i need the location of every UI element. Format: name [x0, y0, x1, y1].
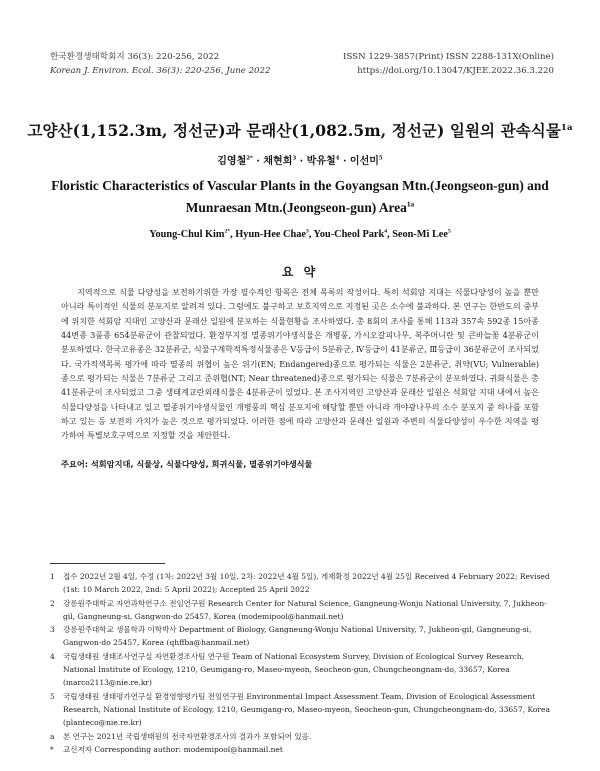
footnote [50, 690, 556, 730]
korean-title [0, 119, 600, 141]
korean-title-text: 고양산(1,152.3m, 정선군)과 문래산(1,082.5m, 정선군) 일원의 관속식물 [27, 121, 561, 140]
journal-citation [50, 50, 270, 78]
footnote-text: 접수 2022년 2월 4일, 수정 (1차: 2022년 3월 10일, 2차: 2022년 4월 5일), 게재확정 2022년 4월 25일 Received 4 February 2022; Revised (1st: 10 March 2022, 2nd: 5 April 2022); Accepted 25 April 2022 [63, 572, 550, 595]
footnote-text: 강릉원주대학교 생물학과 이학박사 Department of Biology, Gangneung-Wonju National University, 7, Jukheon-gil, Gangneung-si, Gangwon-do 25457, Korea (qhffba@hanmail.net) [63, 625, 532, 648]
english-title-line2-wrap [40, 197, 560, 219]
author-ko-sup: 5 [378, 155, 383, 162]
author-en: You-Cheol Park [313, 229, 385, 240]
footnote-text: 국립생태원 생태조사연구실 자연환경조사팀 연구원 Team of National Ecosystem Survey, Division of Ecological Survey Research, National Institute of Ecology, 1210, Geumgang-ro, Maseo-myeon, Seocheon-gun, Chungcheongnam-do, 33657, Korea (marco2113@nie.re.kr) [63, 651, 524, 688]
author-en: Young-Chul Kim [149, 229, 225, 240]
english-title-line1: Floristic Characteristics of Vascular Plants in the Goyangsan Mtn.(Jeongseon-gun) and [51, 178, 549, 193]
footnote-text: 교신저자 Corresponding author: modemipool@hanmail.net [63, 744, 283, 754]
author-en: Hyun-Hee Chae [235, 229, 306, 240]
footnotes [50, 570, 556, 756]
abstract-text: 지역적으로 식물 다양성을 보전하기위한 가장 필수적인 항목은 전체 목록의 작성이다. 특히 석회암 지대는 식물다양성이 높을 뿐만 아니라 특이적인 식물의 분포지로 알려져 있다. 그럼에도 불구하고 보호지역으로 지정된 곳은 소수에 불과하다. 본 연구는 한반도의 중부에 위치한 석회암 지대인 고양산과 문래산 일원에 분포하는 식물현황을 조사하였다. 총 8회의 조사를 통해 113과 357속 592종 15아종 44변종 3품종 654분류군이 관찰되었다. 환경부지정 멸종위기야생식물은 개병풍, 가시오갈피나무, 복주머니란 및 큰바늘꽃 4분류군이 분포하였다. 한국고유종은 32분류군, 식물구계학적특정식물종은 V등급이 5분류군, Ⅳ등급이 41분류군, Ⅲ등급이 36분류군이 조사되었다. 국가적색목록 평가에 따라 멸종의 위협이 높은 위기(EN; Endangered)종으로 평가되는 식물은 2분류군, 취약(VU; Vulnerable)종으로 평가되는 식물은 7분류군 그리고 준위협(NT; Near threatened)종으로 평가되는 식물은 7분류군이 분포하였다. 귀화식물은 총 41분류군이 조사되었고 그중 생태계교란외래식물은 4분류군이 있었다. 본 조사지역인 고양산과 문래산 일원은 석회암 지대 내에서 높은 식물다양성을 나타내고 있고 멸종위기야생식물인 개병풍의 핵심 분포지에 해당할 뿐만 아니라 개야광나무의 소수 분포지 중 하나를 포함하고 있는 등 보전의 가치가 높은 것으로 평가되었다. 이러한 점에 따라 고양산과 문래산 일원과 주변의 식물다양성이 우수한 지역을 평가하여 특별보호구역으로 지정할 것을 제안한다. [61, 287, 539, 441]
doi-link[interactable]: https://doi.org/10.13047/KJEE.2022.36.3.220 [357, 66, 554, 76]
english-title-line2: Munraesan Mtn.(Jeongseon-gun) Area [185, 200, 407, 215]
footnote [50, 623, 556, 650]
korean-authors: 김영철$^{2*}$ · 채현희$^3$ · 박유철$^4$ · 이선미$^5$ [217, 155, 383, 167]
footnote-text: 강릉원주대학교 자연과학연구소 전임연구원 Research Center for Natural Science, Gangneung-Wonju National University, 7, Jukheon-gil, Gangneung-si, Gangwon-do 25457, Korea (modemipool@hanmail.net) [63, 598, 547, 621]
author-ko: 김영철 [217, 156, 247, 167]
author-ko: 채현희 [263, 156, 293, 167]
footnote-mark: 2 [50, 598, 55, 608]
english-title [40, 175, 560, 219]
author-ko-sup: 2* [246, 155, 253, 162]
footnote-mark: 3 [50, 625, 55, 635]
footnote [50, 730, 556, 743]
abstract-heading: 요 약 [281, 265, 319, 279]
footnote [50, 570, 556, 597]
author-en: Seon-Mi Lee [392, 229, 448, 240]
journal-citation-ko: 한국환경생태학회지 36(3): 220-256, 2022 [50, 52, 220, 62]
footnote-divider [50, 563, 165, 564]
keywords: 주요어: 석회암지대, 식물상, 식물다양성, 희귀식물, 멸종위기야생식물 [61, 459, 313, 469]
author-ko: 이선미 [349, 156, 379, 167]
issn-doi [343, 50, 554, 78]
abstract-body [61, 285, 539, 443]
author-en-sup: 3 [305, 228, 309, 235]
footnote-mark: 4 [50, 651, 55, 661]
english-title-sup: 1a [406, 199, 415, 209]
author-ko-sup: 3 [292, 155, 297, 162]
issn: ISSN 1229-3857(Print) ISSN 2288-131X(Online) [343, 52, 554, 62]
english-authors: Young-Chul Kim$^{2*}$, Hyun-Hee Chae$^3$, You-Cheol Park$^4$, Seon-Mi Lee$^5$ [149, 228, 451, 240]
author-en-sup: 5 [447, 228, 451, 235]
footnote-mark: 1 [50, 572, 55, 581]
author-en-sup: 2* [224, 228, 231, 235]
author-ko-sup: 4 [335, 155, 340, 162]
footnote-text: 국립생태원 생태평가연구실 환경영향평가팀 전임연구원 Environmental Impact Assessment Team, Division of Ecological Assessment Research, National Institute of Ecology, 1210, Geumgang-ro, Maseo-myeon, Seocheon-gun, Chungcheongnam-do, 33657, Korea (planteco@nie.re.kr) [63, 691, 550, 728]
journal-citation-en: Korean J. Environ. Ecol. 36(3): 220-256, June 2022 [50, 66, 271, 76]
footnote-mark: * [50, 744, 54, 754]
footnote [50, 650, 556, 690]
footnote [50, 743, 556, 756]
korean-title-sup: 1a [560, 122, 573, 133]
footnote-mark: 5 [50, 691, 55, 701]
footnote-mark: a [50, 731, 55, 741]
footnote-text: 본 연구는 2021년 국립생태원의 전국자연환경조사의 결과가 포함되어 있음. [63, 731, 312, 741]
footnote [50, 597, 556, 624]
author-en-sup: 4 [384, 228, 388, 235]
author-ko: 박유철 [306, 156, 336, 167]
